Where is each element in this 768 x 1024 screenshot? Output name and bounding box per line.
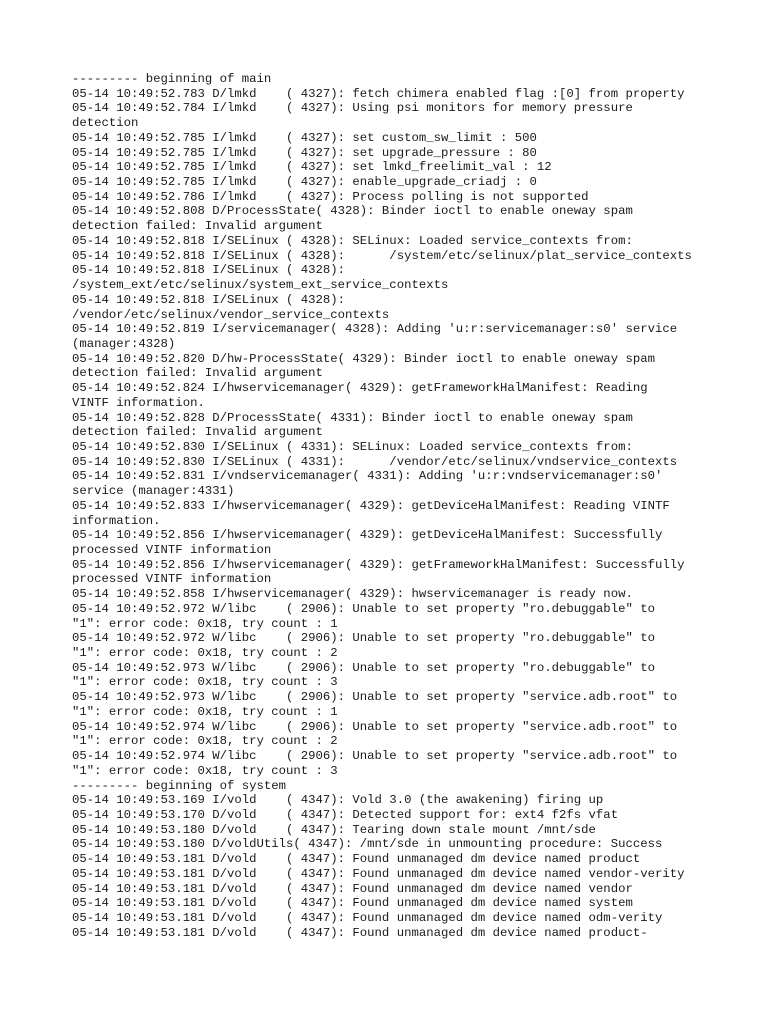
- log-line: 05-14 10:49:52.973 W/libc ( 2906): Unable to set property "ro.debuggable" to: [72, 660, 655, 675]
- log-line: 05-14 10:49:53.180 D/voldUtils( 4347): /mnt/sde in unmounting procedure: Success: [72, 837, 663, 852]
- log-line: processed VINTF information: [72, 543, 272, 557]
- log-line: 05-14 10:49:52.974 W/libc ( 2906): Unable to set property "service.adb.root" to: [72, 719, 678, 734]
- log-line: 05-14 10:49:53.181 D/vold ( 4347): Found unmanaged dm device named vendor: [72, 881, 633, 896]
- log-line: 05-14 10:49:52.819 I/servicemanager( 4328): Adding 'u:r:servicemanager:s0' service: [72, 322, 678, 337]
- log-line: 05-14 10:49:52.972 W/libc ( 2906): Unable to set property "ro.debuggable" to: [72, 631, 655, 646]
- log-line: 05-14 10:49:52.856 I/hwservicemanager( 4329): getFrameworkHalManifest: Successfully: [72, 557, 685, 572]
- log-line: detection: [72, 116, 139, 131]
- log-line: processed VINTF information: [72, 572, 272, 587]
- log-line: 05-14 10:49:52.833 I/hwservicemanager( 4329): getDeviceHalManifest: Reading VINTF: [72, 498, 670, 513]
- log-line: /system_ext/etc/selinux/system_ext_service_contexts: [72, 278, 449, 293]
- log-line: 05-14 10:49:52.785 I/lmkd ( 4327): enable_upgrade_criadj : 0: [72, 175, 537, 190]
- log-line: service (manager:4331): [72, 484, 235, 499]
- log-line: 05-14 10:49:52.785 I/lmkd ( 4327): set upgrade_pressure : 80: [72, 145, 537, 160]
- log-line: 05-14 10:49:52.972 W/libc ( 2906): Unable to set property "ro.debuggable" to: [72, 601, 655, 616]
- log-line: 05-14 10:49:52.784 I/lmkd ( 4327): Using psi monitors for memory pressure: [72, 101, 633, 116]
- log-line: 05-14 10:49:52.828 D/ProcessState( 4331): Binder ioctl to enable oneway spam: [72, 410, 633, 425]
- log-line: 05-14 10:49:52.858 I/hwservicemanager( 4329): hwservicemanager is ready now.: [72, 587, 633, 602]
- log-line: (manager:4328): [72, 336, 176, 351]
- log-line: detection failed: Invalid argument: [72, 219, 323, 234]
- log-line: 05-14 10:49:52.785 I/lmkd ( 4327): set custom_sw_limit : 500: [72, 130, 537, 145]
- log-line: 05-14 10:49:53.181 D/vold ( 4347): Found unmanaged dm device named odm-verity: [72, 910, 663, 925]
- log-line: 05-14 10:49:53.181 D/vold ( 4347): Found unmanaged dm device named product: [72, 852, 641, 867]
- log-text-block: [72, 72, 692, 940]
- log-line: /vendor/etc/selinux/vendor_service_contexts: [72, 307, 390, 322]
- log-line: VINTF information.: [72, 395, 205, 410]
- log-line: 05-14 10:49:53.170 D/vold ( 4347): Detected support for: ext4 f2fs vfat: [72, 807, 619, 822]
- log-line: 05-14 10:49:52.818 I/SELinux ( 4328): /system/etc/selinux/plat_service_contexts: [72, 248, 692, 263]
- log-line: 05-14 10:49:53.181 D/vold ( 4347): Found unmanaged dm device named system: [72, 896, 633, 911]
- log-line: --------- beginning of main: [72, 72, 272, 86]
- log-line: 05-14 10:49:52.783 D/lmkd ( 4327): fetch chimera enabled flag :[0] from property: [72, 86, 685, 101]
- log-line: 05-14 10:49:52.786 I/lmkd ( 4327): Process polling is not supported: [72, 189, 589, 204]
- log-line: 05-14 10:49:52.818 I/SELinux ( 4328):: [72, 263, 346, 278]
- log-line: 05-14 10:49:53.169 I/vold ( 4347): Vold 3.0 (the awakening) firing up: [72, 793, 604, 808]
- log-line: "1": error code: 0x18, try count : 3: [72, 763, 338, 778]
- log-line: detection failed: Invalid argument: [72, 366, 323, 381]
- log-line: "1": error code: 0x18, try count : 2: [72, 646, 338, 661]
- log-line: "1": error code: 0x18, try count : 1: [72, 704, 338, 719]
- log-line: "1": error code: 0x18, try count : 2: [72, 734, 338, 749]
- log-line: information.: [72, 513, 161, 528]
- log-line: 05-14 10:49:52.818 I/SELinux ( 4328):: [72, 292, 346, 307]
- log-line: detection failed: Invalid argument: [72, 425, 323, 440]
- log-line: 05-14 10:49:52.974 W/libc ( 2906): Unable to set property "service.adb.root" to: [72, 749, 678, 764]
- log-line: 05-14 10:49:53.181 D/vold ( 4347): Found unmanaged dm device named vendor-verity: [72, 866, 685, 881]
- log-line: 05-14 10:49:52.818 I/SELinux ( 4328): SELinux: Loaded service_contexts from:: [72, 233, 633, 248]
- log-line: 05-14 10:49:53.181 D/vold ( 4347): Found unmanaged dm device named product-: [72, 925, 648, 940]
- log-line: "1": error code: 0x18, try count : 3: [72, 675, 338, 690]
- log-line: 05-14 10:49:52.830 I/SELinux ( 4331): /vendor/etc/selinux/vndservice_contexts: [72, 454, 678, 469]
- log-line: --------- beginning of system: [72, 778, 287, 793]
- log-line: "1": error code: 0x18, try count : 1: [72, 616, 338, 631]
- log-line: 05-14 10:49:52.820 D/hw-ProcessState( 4329): Binder ioctl to enable oneway spam: [72, 351, 655, 366]
- log-line: 05-14 10:49:52.785 I/lmkd ( 4327): set lmkd_freelimit_val : 12: [72, 160, 552, 175]
- log-line: 05-14 10:49:52.830 I/SELinux ( 4331): SELinux: Loaded service_contexts from:: [72, 439, 633, 454]
- log-line: 05-14 10:49:52.973 W/libc ( 2906): Unable to set property "service.adb.root" to: [72, 690, 678, 705]
- log-line: 05-14 10:49:52.808 D/ProcessState( 4328): Binder ioctl to enable oneway spam: [72, 204, 633, 219]
- log-line: 05-14 10:49:53.180 D/vold ( 4347): Tearing down stale mount /mnt/sde: [72, 822, 596, 837]
- log-line: 05-14 10:49:52.831 I/vndservicemanager( 4331): Adding 'u:r:vndservicemanager:s0': [72, 469, 663, 484]
- log-line: 05-14 10:49:52.824 I/hwservicemanager( 4329): getFrameworkHalManifest: Reading: [72, 381, 648, 396]
- log-line: 05-14 10:49:52.856 I/hwservicemanager( 4329): getDeviceHalManifest: Successfully: [72, 528, 663, 543]
